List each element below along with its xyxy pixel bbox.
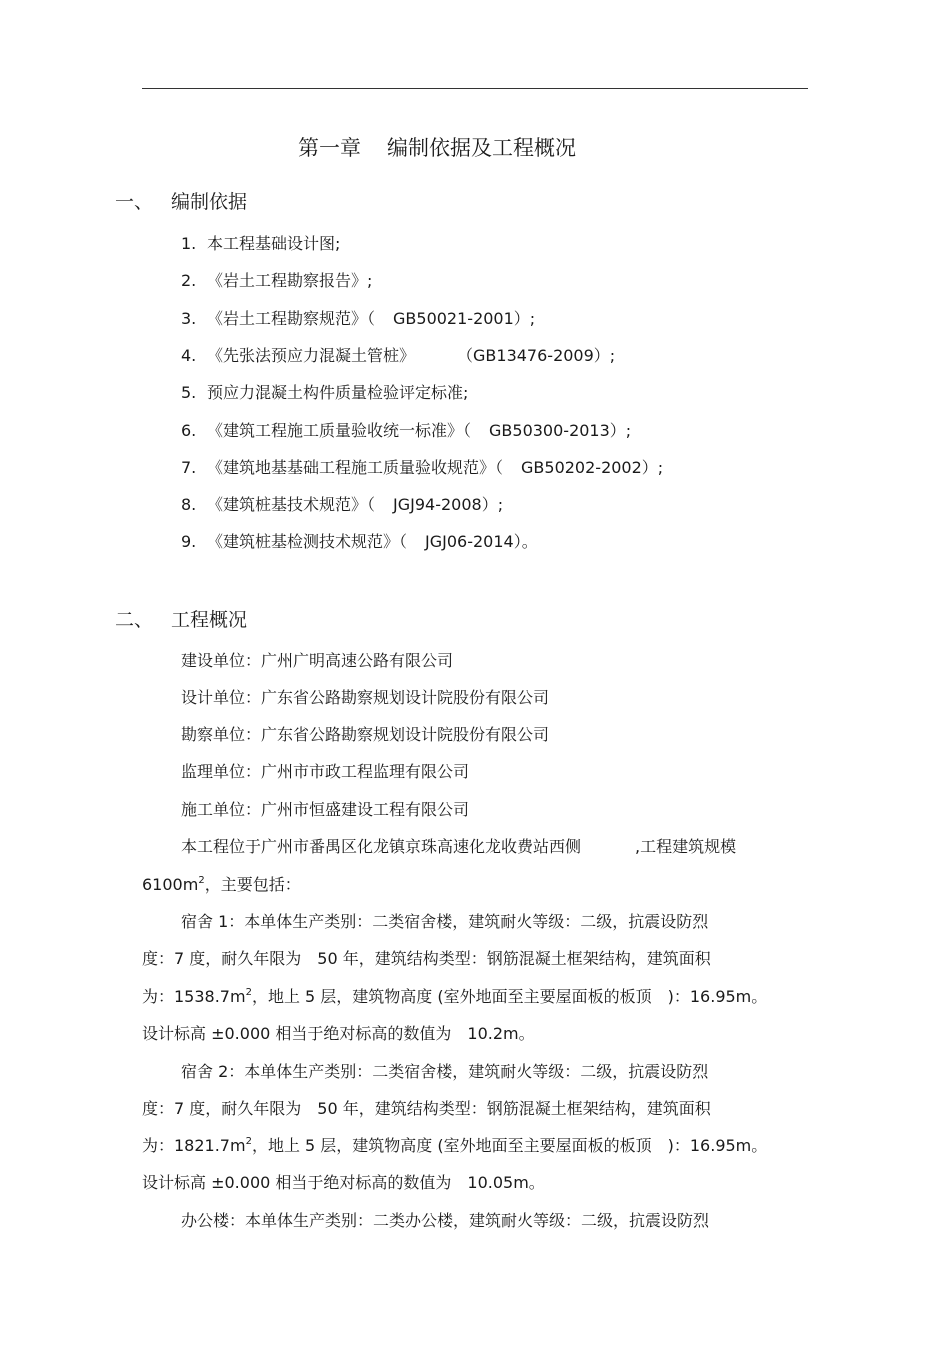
unit-builder: 建设单位：广州广明高速公路有限公司 [181, 651, 454, 670]
list-item: 7. 《建筑地基基础工程施工质量验收规范》（ GB50202-2002）; [181, 458, 664, 477]
dorm2-line: 设计标高 ±0.000 相当于绝对标高的数值为 10.05m。 [142, 1173, 545, 1192]
office-line: 办公楼：本单体生产类别：二类办公楼，建筑耐火等级：二级，抗震设防烈 [181, 1211, 710, 1230]
unit-contractor: 施工单位：广州市恒盛建设工程有限公司 [181, 800, 470, 819]
list-item: 6. 《建筑工程施工质量验收统一标准》（ GB50300-2013）; [181, 421, 632, 440]
chapter-heading: 编制依据及工程概况 [387, 136, 576, 160]
dorm2-line: 度：7 度，耐久年限为 50 年，建筑结构类型：钢筋混凝土框架结构，建筑面积 [142, 1099, 711, 1118]
chapter-label: 第一章 [298, 136, 361, 160]
section-number: 一、 [115, 191, 154, 213]
overview-line: 本工程位于广州市番禺区化龙镇京珠高速化龙收费站西侧 ,工程建筑规模 [181, 837, 737, 856]
section-heading-basis [115, 187, 247, 214]
unit-surveyor: 勘察单位：广东省公路勘察规划设计院股份有限公司 [181, 725, 550, 744]
dorm1-line: 为：$1538.7m^2$，地上 5 层，建筑物高度 (室外地面至主要屋面板的板顶 )：16.95m。 [142, 987, 768, 1006]
section-number: 二、 [115, 609, 154, 631]
overview-line: $6100m^2$，主要包括： [142, 875, 301, 894]
dorm2-line: 为：$1821.7m^2$，地上 5 层，建筑物高度 (室外地面至主要屋面板的板顶 )：16.95m。 [142, 1136, 768, 1155]
section-title: 编制依据 [171, 191, 248, 213]
list-item: 2. 《岩土工程勘察报告》; [181, 271, 373, 290]
unit-supervisor: 监理单位：广州市市政工程监理有限公司 [181, 762, 470, 781]
section-title: 工程概况 [171, 609, 248, 631]
section-heading-overview [115, 605, 247, 632]
dorm1-line: 设计标高 ±0.000 相当于绝对标高的数值为 10.2m。 [142, 1024, 535, 1043]
dorm1-line: 度：7 度，耐久年限为 50 年，建筑结构类型：钢筋混凝土框架结构，建筑面积 [142, 949, 711, 968]
list-item: 9. 《建筑桩基检测技术规范》（ JGJ06-2014）。 [181, 532, 538, 551]
list-item: 5. 预应力混凝土构件质量检验评定标准; [181, 383, 469, 402]
list-item: 1. 本工程基础设计图; [181, 234, 341, 253]
chapter-title [298, 132, 576, 162]
list-item: 8. 《建筑桩基技术规范》（ JGJ94-2008）; [181, 495, 504, 514]
header-rule [142, 88, 808, 89]
unit-designer: 设计单位：广东省公路勘察规划设计院股份有限公司 [181, 688, 550, 707]
list-item: 3. 《岩土工程勘察规范》（ GB50021-2001）; [181, 309, 536, 328]
list-item: 4. 《先张法预应力混凝土管桩》 （GB13476-2009）; [181, 346, 616, 365]
dorm2-line: 宿舍 2：本单体生产类别：二类宿舍楼，建筑耐火等级：二级，抗震设防烈 [181, 1062, 709, 1081]
dorm1-line: 宿舍 1：本单体生产类别：二类宿舍楼，建筑耐火等级：二级，抗震设防烈 [181, 912, 709, 931]
